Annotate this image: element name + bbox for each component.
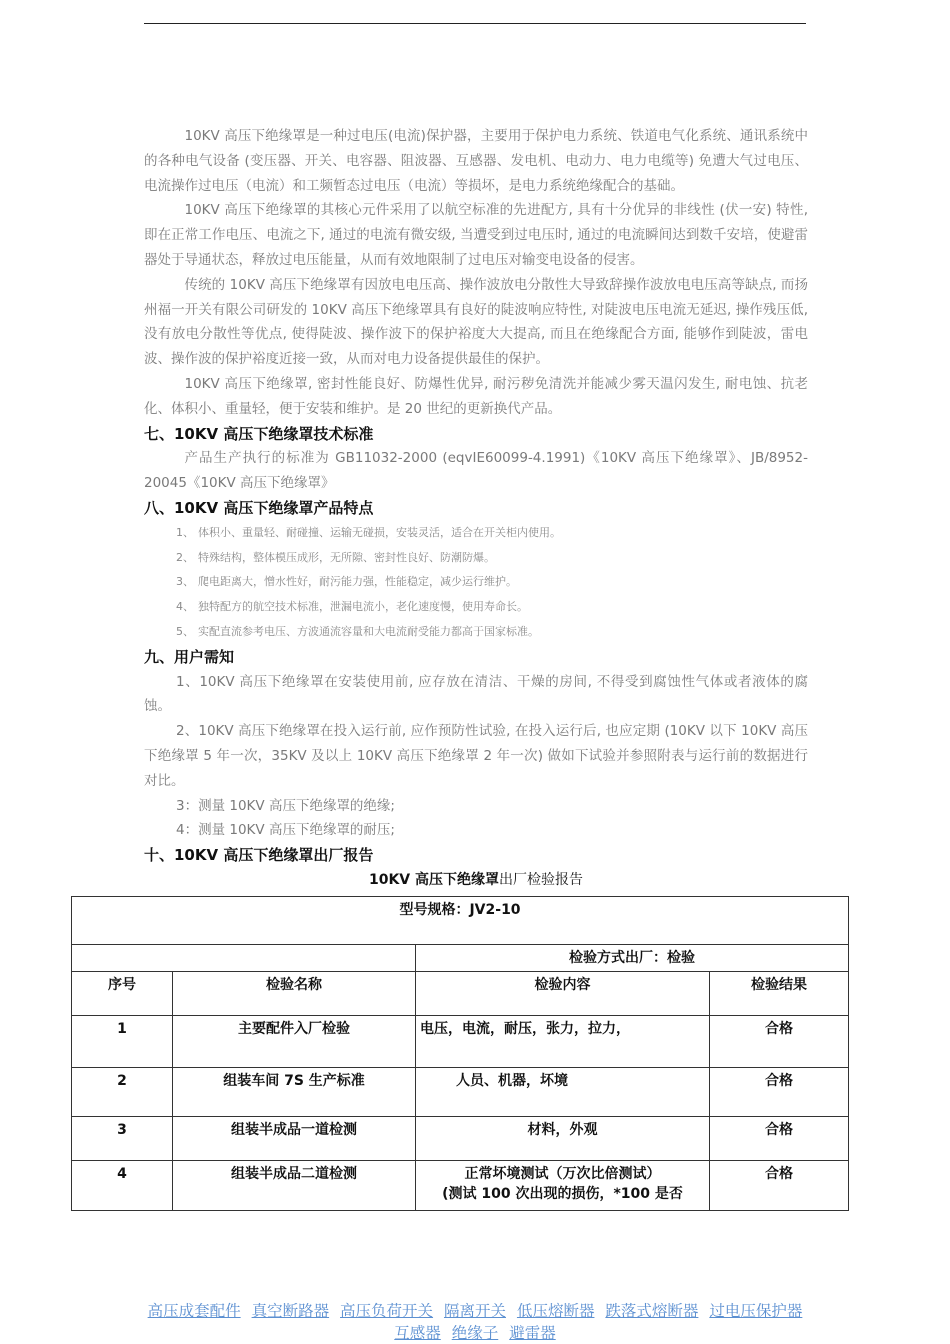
list-item-number: 5、 (176, 624, 194, 638)
table-row (72, 1016, 849, 1068)
section-9-heading: 九、用户需知 (144, 647, 235, 666)
header-cell: 检验结果 (710, 972, 849, 1016)
inspection-content (416, 1161, 710, 1211)
inspection-result: 合格 (710, 1117, 849, 1161)
list-item-text: 独特配方的航空技术标准，泄漏电流小，老化速度慢，使用寿命长。 (198, 600, 528, 614)
footer-link[interactable]: 高压成套配件 (147, 1302, 241, 1320)
footer-link[interactable]: 隔离开关 (443, 1302, 506, 1320)
footer-link[interactable]: 绝缘子 (451, 1324, 499, 1342)
empty-cell (72, 945, 416, 972)
footer-link[interactable]: 真空断路器 (251, 1302, 330, 1320)
header-cell: 序号 (72, 972, 173, 1016)
row-number: 3 (72, 1117, 173, 1161)
intro-paragraph-3: 传统的 10KV 高压下绝缘罩有因放电电压高、操作波放电分散性大导致辞操作波放电电压高等缺点, 而扬州福一开关有限公司研发的 10KV 高压下绝缘罩具有良好的陡波响应特性, 对陡波电压电流无延迟, 操作残压低, 没有放电分散性等优点, 使得陡波、操作波下的保护裕度大大提高, 而且在绝缘配合方面, 能够作到陡波，雷电波、操作波的保护裕度近接一致，从而对电力设备提供最佳的保护。 (144, 276, 808, 368)
notice-item-4: 4：测量 10KV 高压下绝缘罩的耐压; (176, 822, 395, 839)
list-item-number: 1、 (176, 525, 194, 539)
notice-item-2: 2、10KV 高压下绝缘罩在投入运行前, 应作预防性试验, 在投入运行后, 也应定期 (10KV 以下 10KV 高压下绝缘罩 5 年一次，35KV 及以上 10KV 高压下绝缘罩 2 年一次) 做如下试验并参照附表与运行前的数据进行对比。 (144, 723, 808, 789)
section-7-text: 产品生产执行的标准为 GB11032-2000 (eqvIE60099-4.1991)《10KV 高压下绝缘罩》、JB/8952-20045《10KV 高压下绝缘罩》 (144, 450, 808, 492)
list-item (176, 546, 808, 571)
document-body (144, 124, 808, 892)
report-title (144, 868, 808, 892)
section-7-heading: 七、10KV 高压下绝缘罩技术标准 (144, 424, 374, 443)
intro-paragraph-4: 10KV 高压下绝缘罩, 密封性能良好、防爆性优异, 耐污秽免清洗并能减少雾天温闪发生, 耐电蚀、抗老化、体积小、重量轻，便于安装和维护。是 20 世纪的更新换代产品。 (144, 375, 808, 417)
list-item-text: 体积小、重量轻、耐碰撞、运输无碰损，安装灵活，适合在开关柜内使用。 (198, 525, 561, 539)
inspection-result: 合格 (710, 1016, 849, 1068)
table-row (72, 1161, 849, 1211)
table-header-row (72, 972, 849, 1016)
footer-link[interactable]: 高压负荷开关 (340, 1302, 434, 1320)
notice-item-1: 1、10KV 高压下绝缘罩在安装使用前, 应存放在清洁、干燥的房间, 不得受到腐蚀性气体或者液体的腐蚀。 (144, 673, 808, 715)
inspection-content-line: 正常坏境测试（万次比倍测试） (464, 1166, 661, 1182)
row-number: 4 (72, 1161, 173, 1211)
footer-link[interactable]: 低压熔断器 (516, 1302, 595, 1320)
list-item-text: 实配直流参考电压、方波通流容量和大电流耐受能力都高于国家标准。 (198, 624, 539, 638)
features-list (144, 521, 808, 645)
header-rule (144, 23, 806, 24)
report-title-product: 10KV 高压下绝缘罩 (368, 871, 500, 888)
header-cell: 检验内容 (416, 972, 710, 1016)
inspection-name: 主要配件入厂检验 (173, 1016, 416, 1068)
intro-paragraph-2: 10KV 高压下绝缘罩的其核心元件采用了以航空标准的先进配方, 具有十分优异的非线性 (伏一安) 特性, 即在正常工作电压、电流之下, 通过的电流有微安级, 当遭受到过电压时, 通过的电流瞬间达到数千安培，使避雷器处于导通状态，释放过电压能量，从而有效地限制了过电压对输变电设备的侵害。 (144, 202, 808, 268)
table-row (72, 945, 849, 972)
list-item-text: 爬电距离大，憎水性好，耐污能力强，性能稳定，减少运行维护。 (198, 575, 517, 589)
section-8-heading: 八、10KV 高压下绝缘罩产品特点 (144, 498, 374, 517)
inspection-method-cell: 检验方式出厂：检验 (416, 945, 849, 972)
inspection-content: 电压，电流，耐压，张力，拉力， (416, 1016, 710, 1068)
list-item (176, 521, 808, 546)
footer-link[interactable]: 避雷器 (509, 1324, 556, 1342)
inspection-content-line: (测试 100 次出现的损伤，*100 是否 (442, 1186, 683, 1202)
footer-link[interactable]: 跌落式熔断器 (605, 1302, 699, 1320)
inspection-name: 组装车间 7S 生产标准 (173, 1068, 416, 1117)
list-item-number: 3、 (176, 575, 194, 589)
report-title-suffix: 出厂检验报告 (499, 871, 584, 888)
footer-link[interactable]: 过电压保护器 (709, 1302, 803, 1320)
inspection-content: 人员、机器，坏境 (416, 1068, 710, 1117)
inspection-report-table (71, 896, 849, 1211)
list-item (176, 595, 808, 620)
inspection-name: 组装半成品一道检测 (173, 1117, 416, 1161)
inspection-content: 材料，外观 (416, 1117, 710, 1161)
list-item (176, 570, 808, 595)
inspection-name: 组装半成品二道检测 (173, 1161, 416, 1211)
inspection-result: 合格 (710, 1161, 849, 1211)
header-cell: 检验名称 (173, 972, 416, 1016)
model-spec-cell: 型号规格：JV2-10 (72, 897, 849, 945)
list-item-text: 特殊结构，整体模压成形，无所隙、密封性良好、防潮防爆。 (198, 550, 495, 564)
notice-item-3: 3：测量 10KV 高压下绝缘罩的绝缘; (176, 797, 395, 814)
inspection-result: 合格 (710, 1068, 849, 1117)
footer-links (144, 1300, 806, 1344)
intro-paragraph-1: 10KV 高压下绝缘罩是一种过电压(电流)保护器，主要用于保护电力系统、铁道电气化系统、通讯系统中的各种电气设备 (变压器、开关、电容器、阻波器、互感器、发电机、电动力、电力电缆等) 免遭大气过电压、电流操作过电压（电流）和工频暂态过电压（电流）等损坏，是电力系统绝缘配合的基础。 (144, 128, 808, 194)
table-row (72, 897, 849, 945)
row-number: 1 (72, 1016, 173, 1068)
list-item (176, 620, 808, 645)
footer-link[interactable]: 互感器 (394, 1324, 441, 1342)
table-row (72, 1117, 849, 1161)
row-number: 2 (72, 1068, 173, 1117)
table-row (72, 1068, 849, 1117)
list-item-number: 4、 (176, 600, 194, 614)
section-10-heading: 十、10KV 高压下绝缘罩出厂报告 (144, 846, 374, 865)
list-item-number: 2、 (176, 550, 194, 564)
